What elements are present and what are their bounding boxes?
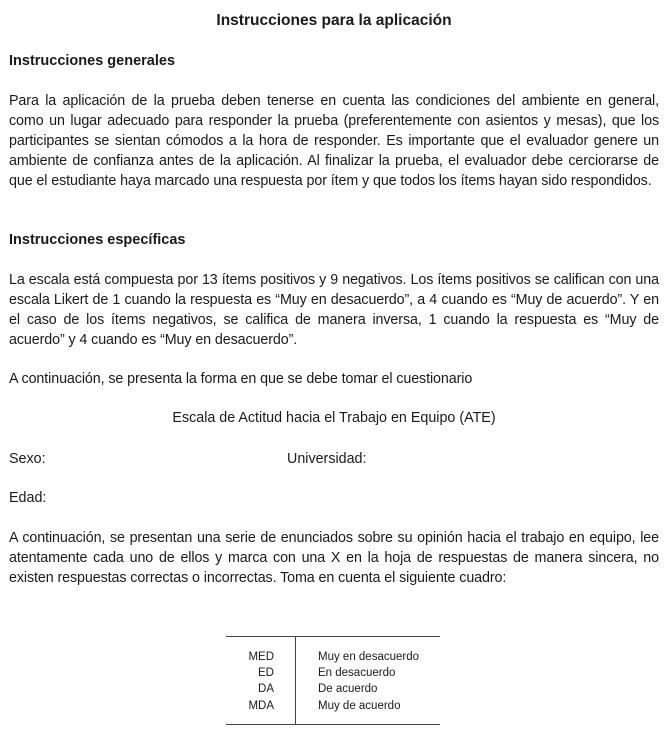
response-legend-table [226,636,440,725]
specific-instructions-text: La escala está compuesta por 13 ítems positivos y 9 negativos. Los ítems positivos se califican con una escala Likert de 1 cuando la respuesta es “Muy en desacuerdo”, a 4 cuando es “Muy de acuerdo”. Y en el caso de los ítems negativos, se califica de manera inversa, 1 cuando la respuesta es “Muy de acuerdo” y 4 cuando es “Muy en desacuerdo”. [9,272,659,348]
legend-row [226,649,440,665]
response-instructions-text: A continuación, se presentan una serie de enunciados sobre su opinión hacia el trabajo en equipo, lee atentamente cada uno de ellos y marca con una X en la hoja de respuestas de manera sincera, no existen respuestas correctas o incorrectas. Toma en cuenta el siguiente cuadro: [9,530,659,586]
scale-title: Escala de Actitud hacia el Trabajo en Equipo (ATE) [172,410,496,426]
legend-meaning: En desacuerdo [318,667,396,679]
legend-row [226,665,440,681]
legend-row [226,698,440,714]
legend-code: DA [258,683,274,695]
sex-label: Sexo: [9,451,46,467]
legend-meaning: De acuerdo [318,683,378,695]
age-label: Edad: [9,490,47,506]
legend-code: MED [248,651,274,663]
legend-meaning: Muy de acuerdo [318,700,401,712]
page-title: Instrucciones para la aplicación [216,12,452,29]
legend-meaning: Muy en desacuerdo [318,651,420,663]
university-label: Universidad: [287,451,367,467]
legend-row [226,681,440,697]
legend-code: ED [258,667,274,679]
general-instructions-text: Para la aplicación de la prueba deben tenerse en cuenta las condiciones del ambiente en general, como un lugar adecuado para responder la prueba (preferentemente con asientos y mesas), que los participantes se sientan cómodos a la hora de responder. Es importante que el evaluador genere un ambiente de confianza antes de la aplicación. Al finalizar la prueba, el evaluador debe cerciorarse de que el estudiante haya marcado una respuesta por ítem y que todos los ítems hayan sido respondidos. [9,93,659,189]
legend-code: MDA [248,700,274,712]
general-instructions-heading: Instrucciones generales [9,53,176,69]
specific-instructions-heading: Instrucciones específicas [9,232,186,248]
questionnaire-intro: A continuación, se presenta la forma en que se debe tomar el cuestionario [9,371,473,387]
